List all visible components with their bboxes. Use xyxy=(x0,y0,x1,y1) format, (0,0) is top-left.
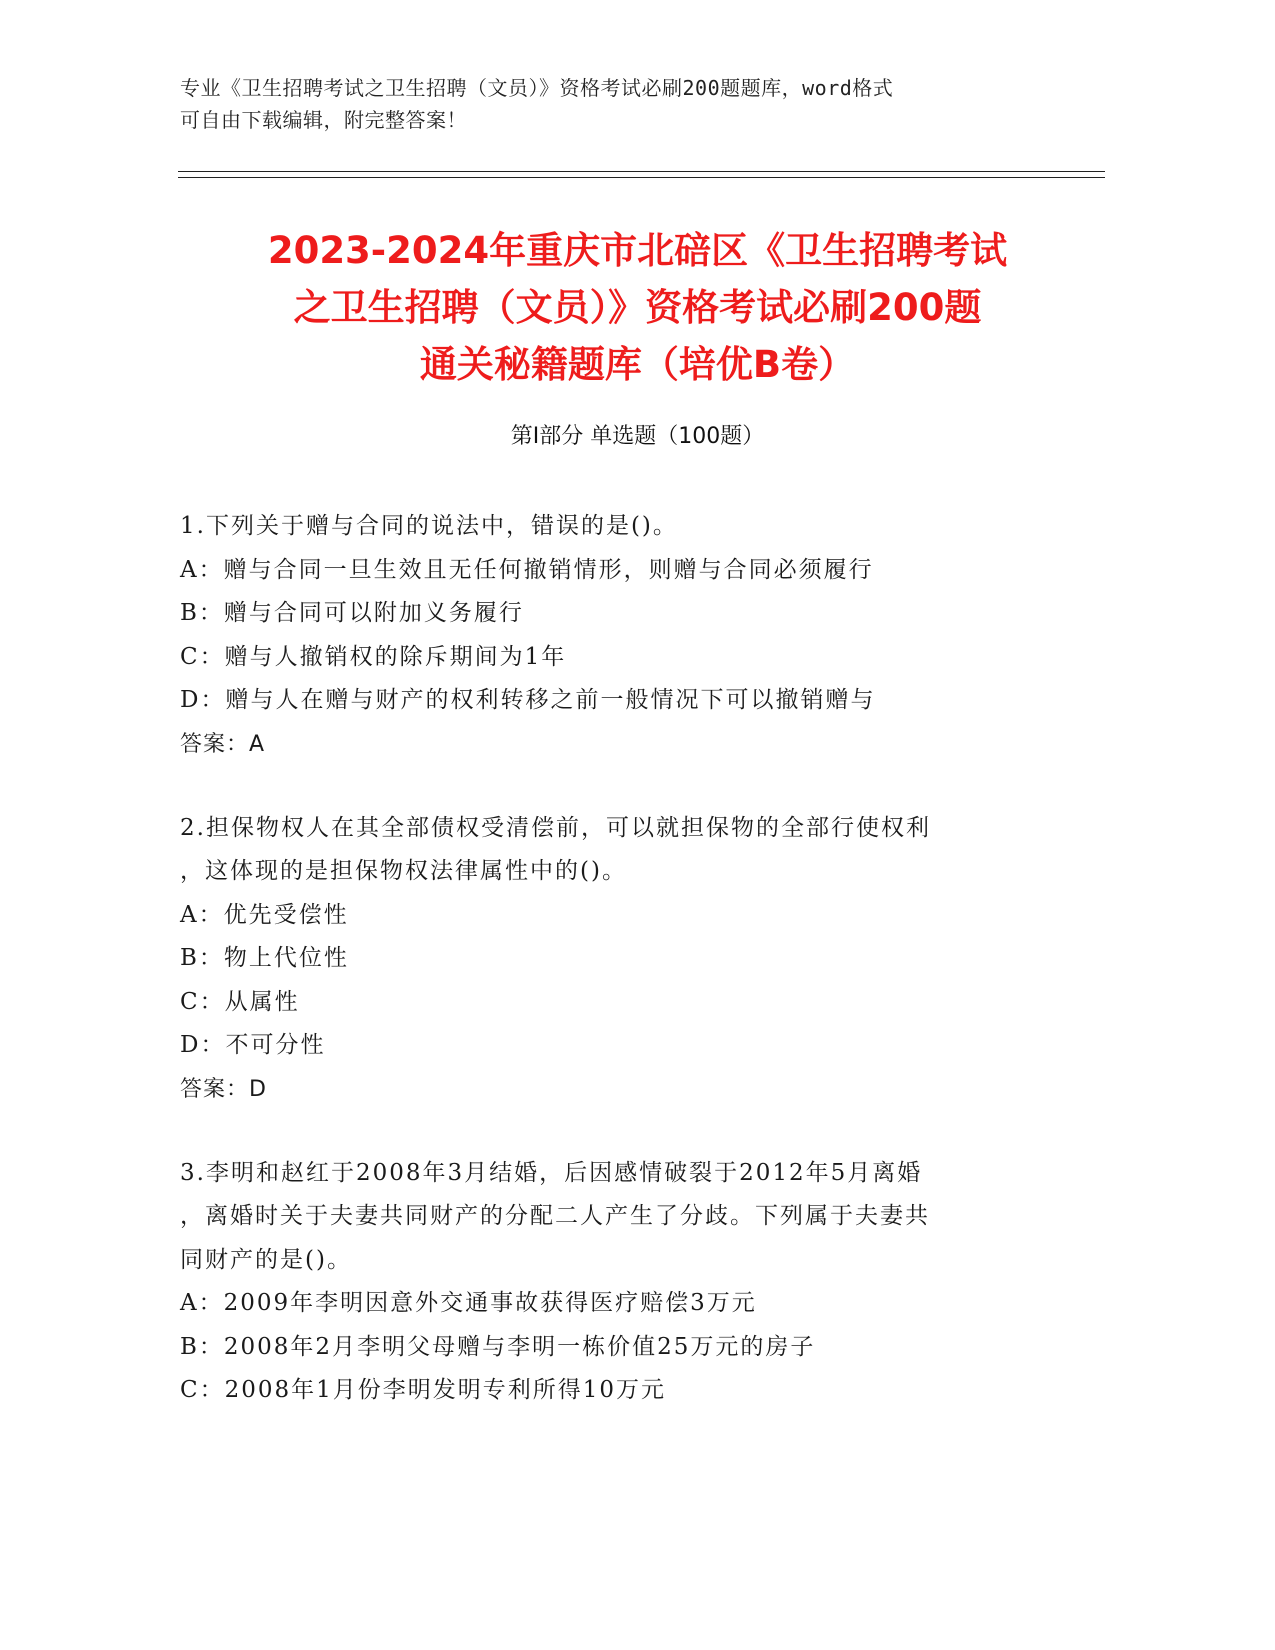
question-stem: 1.下列关于赠与合同的说法中，错误的是()。 xyxy=(180,513,678,539)
option-c: C：从属性 xyxy=(180,988,300,1015)
question-3 xyxy=(180,1152,1100,1413)
option-a: A：赠与合同一旦生效且无任何撤销情形，则赠与合同必须履行 xyxy=(180,556,874,583)
header-line-2: 可自由下载编辑，附完整答案！ xyxy=(180,108,467,132)
option-a: A：优先受偿性 xyxy=(180,901,349,928)
title-line-2: 之卫生招聘（文员）》资格考试必刷200题 xyxy=(293,286,982,329)
option-d: D：赠与人在赠与财产的权利转移之前一般情况下可以撤销赠与 xyxy=(180,687,876,713)
title-line-3: 通关秘籍题库（培优B卷） xyxy=(419,343,856,386)
option-b: B：2008年2月李明父母赠与李明一栋价值25万元的房子 xyxy=(180,1333,816,1360)
section-title: 第Ⅰ部分 单选题（100题） xyxy=(510,424,765,449)
option-d: D：不可分性 xyxy=(180,1032,326,1058)
answer: 答案：D xyxy=(180,1076,267,1102)
title-line-1: 2023-2024年重庆市北碚区《卫生招聘考试 xyxy=(267,229,1008,272)
option-b: B：物上代位性 xyxy=(180,945,349,971)
question-1 xyxy=(180,505,1100,767)
question-stem-line-1: 2.担保物权人在其全部债权受清偿前，可以就担保物的全部行使权利 xyxy=(180,814,931,841)
question-stem-line-2: ，这体现的是担保物权法律属性中的()。 xyxy=(180,858,627,884)
header-line-1: 专业《卫生招聘考试之卫生招聘（文员）》资格考试必刷200题题库，word格式 xyxy=(180,76,894,100)
answer: 答案：A xyxy=(180,731,266,757)
page-header xyxy=(180,72,1100,136)
question-2 xyxy=(180,807,1100,1112)
option-c: C：2008年1月份李明发明专利所得10万元 xyxy=(180,1377,667,1403)
question-list xyxy=(180,505,1100,1453)
option-c: C：赠与人撤销权的除斥期间为1年 xyxy=(180,643,567,670)
question-stem-line-1: 3.李明和赵红于2008年3月结婚，后因感情破裂于2012年5月离婚 xyxy=(180,1159,923,1186)
question-stem-line-3: 同财产的是()。 xyxy=(180,1246,352,1273)
option-a: A：2009年李明因意外交通事故获得医疗赔偿3万元 xyxy=(180,1290,757,1316)
option-b: B：赠与合同可以附加义务履行 xyxy=(180,600,524,626)
header-divider-top xyxy=(178,171,1105,172)
question-stem-line-2: ，离婚时关于夫妻共同财产的分配二人产生了分歧。下列属于夫妻共 xyxy=(180,1203,930,1229)
document-title xyxy=(150,222,1125,393)
header-divider-bottom xyxy=(178,177,1105,178)
